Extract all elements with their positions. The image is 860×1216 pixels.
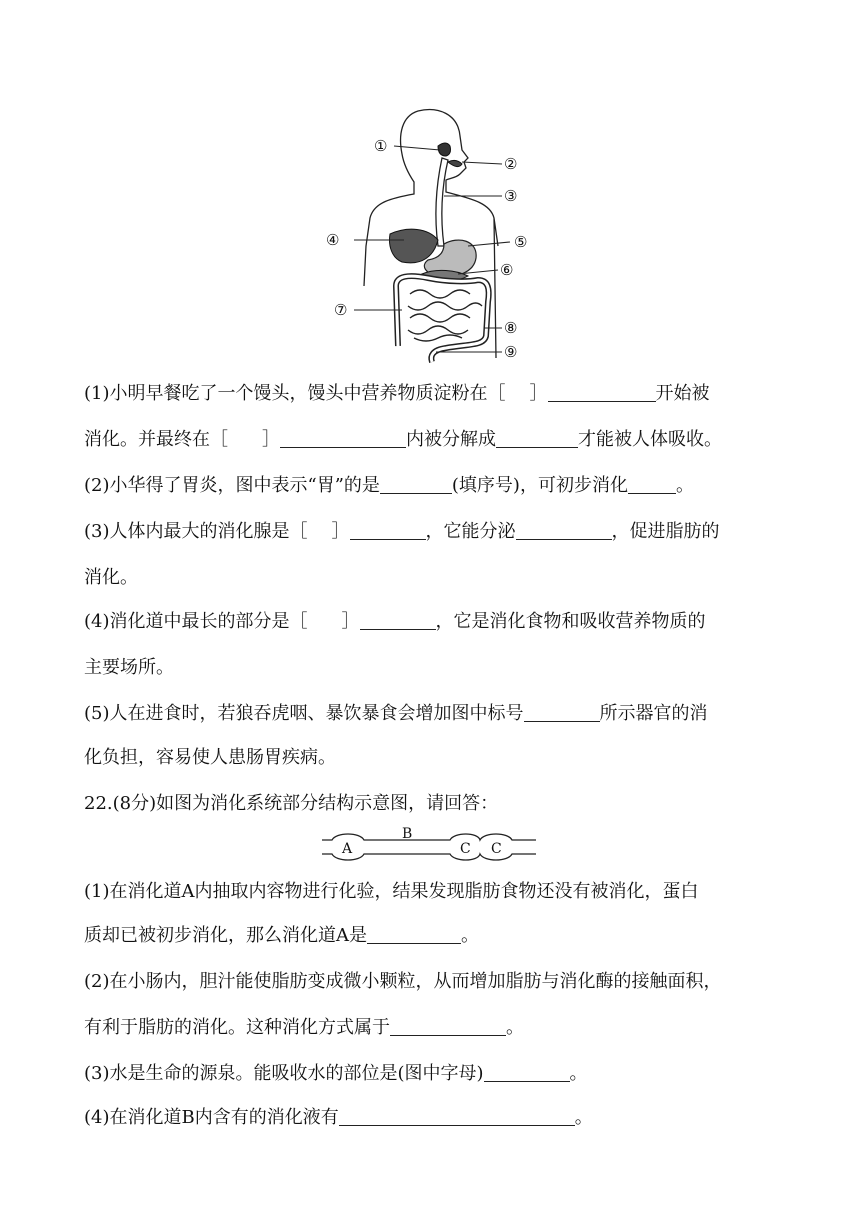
answer-blank[interactable]	[484, 1063, 570, 1082]
answer-blank[interactable]	[496, 429, 578, 448]
q22-text: 。	[569, 1063, 588, 1084]
q22-text: 。	[461, 925, 479, 946]
q21-text: ，它是消化食物和吸收营养物质的	[435, 611, 706, 632]
digestive-tract-schematic	[318, 826, 540, 866]
q21-line-3	[84, 474, 784, 498]
q21-line-5	[84, 566, 784, 590]
q21-line-9	[84, 746, 784, 770]
label-6: ⑥	[500, 261, 514, 279]
segment-c-label-2: C	[491, 841, 502, 857]
q21-line-6	[84, 610, 784, 634]
q21-text: ］	[262, 429, 280, 450]
q21-text: (3)人体内最大的消化腺是［	[84, 521, 308, 542]
label-9: ⑨	[504, 343, 518, 361]
answer-blank[interactable]	[628, 475, 676, 494]
q22-line-3	[84, 970, 784, 994]
q21-text: 消化。并最终在［	[84, 429, 228, 450]
q22-text: (3)水是生命的源泉。能吸收水的部位是(图中字母)	[84, 1063, 484, 1084]
label-1: ①	[374, 137, 388, 155]
esophagus-shape	[436, 158, 448, 246]
tongue-shape	[448, 160, 462, 166]
q21-text: 化负担，容易使人患肠胃疾病。	[84, 747, 336, 768]
q21-text: (填序号)，可初步消化	[451, 475, 628, 496]
q21-text: 所示器官的消	[599, 703, 708, 724]
q21-text: (1)小明早餐吃了一个馒头，馒头中营养物质淀粉在［	[84, 383, 506, 404]
q21-text: (2)小华得了胃炎，图中表示“胃”的是	[84, 475, 380, 496]
q21-line-4	[84, 520, 784, 544]
q22-text: 。	[574, 1107, 593, 1128]
q22-line-6	[84, 1106, 784, 1130]
label-4: ④	[326, 231, 340, 249]
q21-line-1	[84, 382, 784, 406]
q21-text: 消化。	[84, 567, 138, 588]
q21-text: 开始被	[655, 383, 710, 404]
q22-line-5	[84, 1062, 784, 1086]
q22-line-4	[84, 1016, 784, 1040]
segment-b-label: B	[402, 826, 413, 842]
q22-line-1	[84, 880, 784, 904]
q21-text: (4)消化道中最长的部分是［	[84, 611, 308, 632]
q21-line-2	[84, 428, 784, 452]
answer-blank[interactable]	[516, 521, 612, 540]
q21-line-7	[84, 656, 784, 680]
q22-text: 质却已被初步消化，那么消化道A是	[84, 925, 367, 946]
q22-text: 有利于脂肪的消化。这种消化方式属于	[84, 1017, 390, 1038]
q21-line-8	[84, 702, 784, 726]
segment-c-label-1: C	[460, 841, 471, 857]
answer-blank[interactable]	[339, 1107, 575, 1126]
q21-text: ，它能分泌	[425, 521, 516, 542]
label-8: ⑧	[504, 319, 518, 337]
answer-blank[interactable]	[350, 521, 426, 540]
liver-shape	[390, 229, 439, 263]
answer-blank[interactable]	[280, 429, 406, 448]
answer-blank[interactable]	[390, 1017, 506, 1036]
answer-blank[interactable]	[548, 383, 656, 402]
q21-text: (5)人在进食时，若狼吞虎咽、暴饮暴食会增加图中标号	[84, 703, 524, 724]
q22-text: (1)在消化道A内抽取内容物进行化验，结果发现脂肪食物还没有被消化，蛋白	[84, 881, 699, 902]
q22-heading	[84, 792, 784, 816]
label-3: ③	[504, 187, 518, 205]
answer-blank[interactable]	[367, 925, 461, 944]
answer-blank[interactable]	[380, 475, 452, 494]
digestive-system-figure	[318, 106, 540, 364]
q22-text: (4)在消化道B内含有的消化液有	[84, 1107, 339, 1128]
q21-text: ］	[341, 611, 360, 632]
q21-text: ］	[529, 383, 548, 404]
small-intestine-shape	[408, 290, 482, 341]
segment-a-label: A	[342, 841, 353, 857]
q22-heading-text: 22.(8分)如图为消化系统部分结构示意图，请回答：	[84, 793, 499, 814]
q21-text: 内被分解成	[406, 429, 496, 450]
label-5: ⑤	[514, 233, 528, 251]
label-2: ②	[504, 155, 518, 173]
q21-text: 才能被人体吸收。	[578, 429, 722, 450]
q22-text: (2)在小肠内，胆汁能使脂肪变成微小颗粒，从而增加脂肪与消化酶的接触面积，	[84, 971, 722, 992]
label-7: ⑦	[334, 301, 348, 319]
q21-text: 。	[675, 475, 694, 496]
q22-text: 。	[506, 1017, 524, 1038]
answer-blank[interactable]	[524, 703, 600, 722]
q21-text: ］	[331, 521, 350, 542]
q21-text: 主要场所。	[84, 657, 174, 678]
q22-line-2	[84, 924, 784, 948]
answer-blank[interactable]	[360, 611, 436, 630]
q21-text: ，促进脂肪的	[611, 521, 720, 542]
